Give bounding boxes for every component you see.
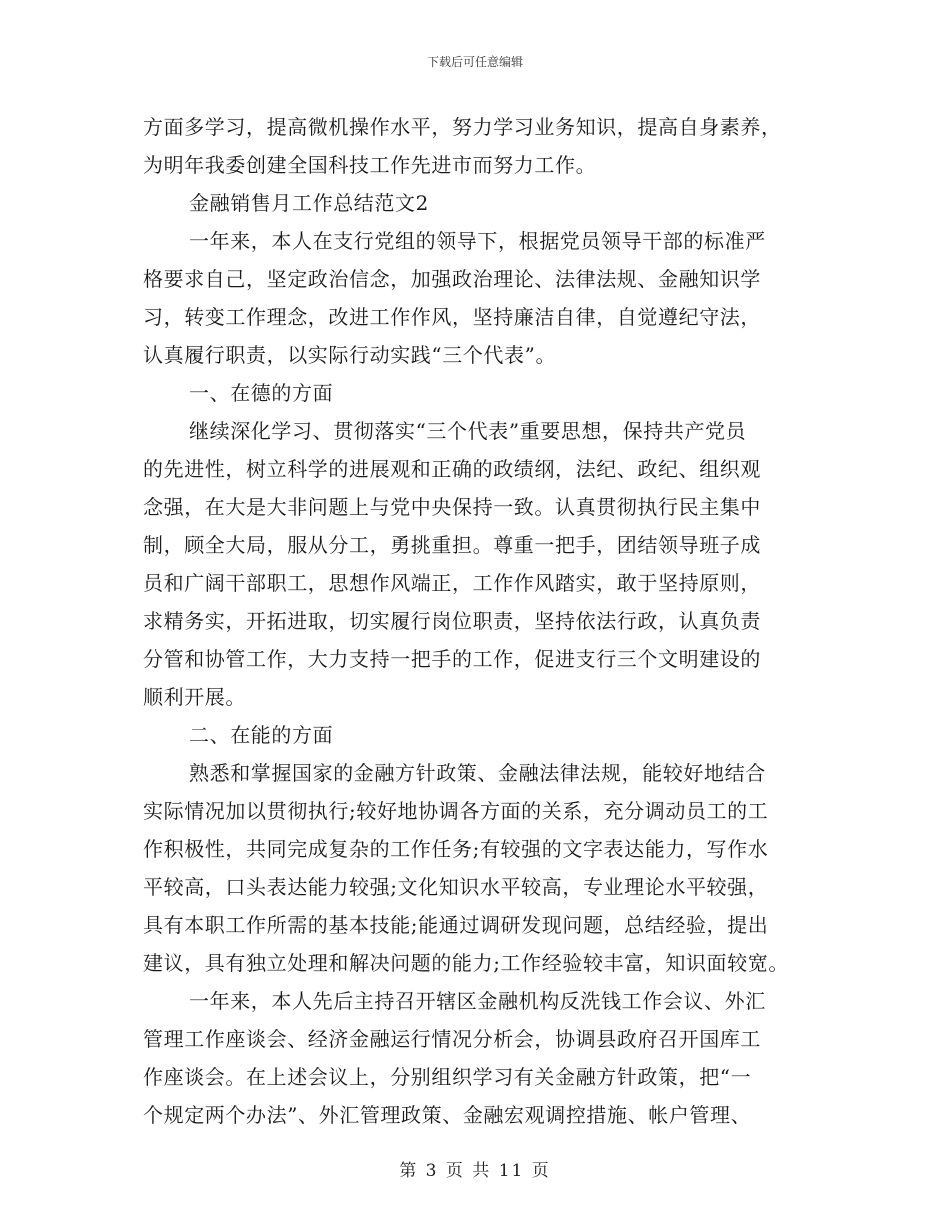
text-line: 为明年我委创建全国科技工作先进市而努力工作。 <box>143 153 597 177</box>
text-line: 习，转变工作理念，改进工作作风，坚持廉洁自律，自觉遵纪守法， <box>143 305 761 329</box>
text-line: 分管和协管工作，大力支持一把手的工作，促进支行三个文明建设的 <box>143 647 761 671</box>
page-footer: 第 3 页 共 11 页 <box>399 1161 551 1181</box>
text-line: 建议，具有独立处理和解决问题的能力;工作经验较丰富，知识面较宽。 <box>143 951 789 975</box>
document-body <box>143 108 823 1134</box>
text-line: 的先进性，树立科学的进展观和正确的政绩纲，法纪、政纪、组织观 <box>143 457 761 481</box>
text-line: 一年来，本人先后主持召开辖区金融机构反洗钱工作会议、外汇 <box>189 989 766 1013</box>
text-line: 个规定两个办法”、外汇管理政策、金融宏观调控措施、帐户管理、 <box>143 1103 752 1127</box>
text-line: 具有本职工作所需的基本技能;能通过调研发现问题，总结经验，提出 <box>143 913 769 937</box>
text-line: 求精务实，开拓进取，切实履行岗位职责，坚持依法行政，认真负责 <box>143 609 761 633</box>
text-line: 管理工作座谈会、经济金融运行情况分析会，协调县政府召开国库工 <box>143 1027 761 1051</box>
section-title: 金融销售月工作总结范文2 <box>189 191 429 215</box>
text-line: 一年来，本人在支行党组的领导下，根据党员领导干部的标准严 <box>189 229 766 253</box>
text-line: 平较高，口头表达能力较强;文化知识水平较高，专业理论水平较强， <box>143 875 769 899</box>
text-line: 顺利开展。 <box>143 685 246 709</box>
section-heading: 一、在德的方面 <box>189 381 334 405</box>
text-line: 实际情况加以贯彻执行;较好地协调各方面的关系，充分调动员工的工 <box>143 799 769 823</box>
text-line: 格要求自己，坚定政治信念，加强政治理论、法律法规、金融知识学 <box>143 267 761 291</box>
text-line: 认真履行职责，以实际行动实践“三个代表”。 <box>143 343 557 367</box>
text-line: 熟悉和掌握国家的金融方针政策、金融法律法规，能较好地结合 <box>189 761 766 785</box>
text-line: 继续深化学习、贯彻落实“三个代表”重要思想，保持共产党员 <box>189 419 747 443</box>
text-line: 制，顾全大局，服从分工，勇挑重担。尊重一把手，团结领导班子成 <box>143 533 761 557</box>
section-heading: 二、在能的方面 <box>189 723 334 747</box>
text-line: 念强，在大是大非问题上与党中央保持一致。认真贯彻执行民主集中 <box>143 495 761 519</box>
text-line: 作积极性，共同完成复杂的工作任务;有较强的文字表达能力，写作水 <box>143 837 769 861</box>
text-line: 员和广阔干部职工，思想作风端正，工作作风踏实，敢于坚持原则， <box>143 571 761 595</box>
text-line: 作座谈会。在上述会议上，分别组织学习有关金融方针政策，把“一 <box>143 1065 752 1089</box>
text-line: 方面多学习，提高微机操作水平，努力学习业务知识，提高自身素养， <box>143 115 782 139</box>
page-header: 下载后可任意编辑 <box>426 55 523 69</box>
